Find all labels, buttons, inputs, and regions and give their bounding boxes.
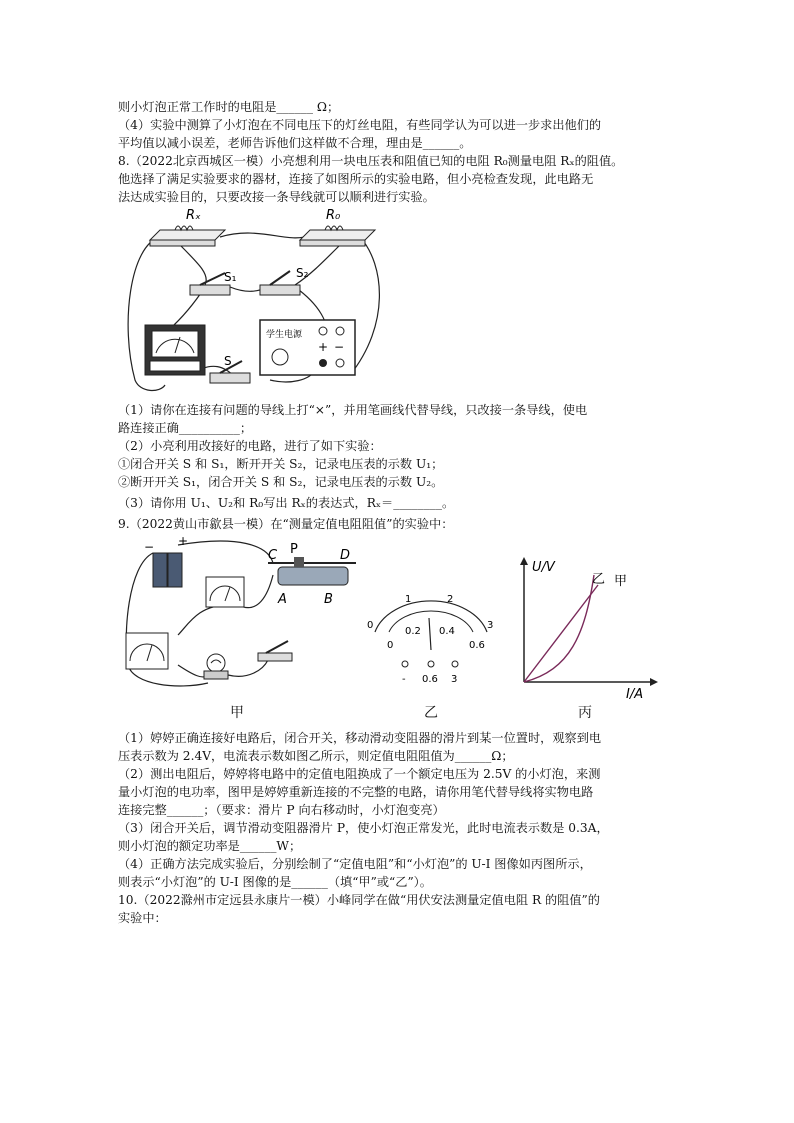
svg-text:0: 0	[367, 620, 374, 631]
svg-text:R₀: R₀	[326, 208, 341, 223]
svg-text:I/A: I/A	[626, 687, 644, 700]
ui-graph-q9-bing	[510, 555, 660, 700]
svg-text:Rₓ: Rₓ	[186, 208, 201, 223]
ammeter-dial-q9-yi	[365, 590, 495, 685]
curve-jia	[524, 585, 598, 682]
switch-s1	[190, 270, 237, 295]
svg-text:+: +	[318, 340, 329, 354]
text-line: （2）小亮利用改接好的电路，进行了如下实验：	[118, 439, 382, 453]
switch-s	[210, 354, 250, 383]
question-9: 9.（2022黄山市歙县一模）在“测量定值电阻阻值”的实验中：	[118, 517, 454, 531]
text-line: 法达成实验目的，只要改接一条导线就可以顺利进行实验。	[118, 190, 435, 204]
svg-text:U/V: U/V	[532, 560, 555, 575]
rheostat	[268, 542, 356, 607]
svg-text:学生电源: 学生电源	[266, 330, 303, 340]
svg-text:A: A	[278, 592, 287, 607]
figure-caption-jia: 甲	[230, 705, 244, 721]
text-line: （3）闭合开关后，调节滑动变阻器滑片 P，使小灯泡正常发光，此时电流表示数是 0.3A，	[118, 821, 609, 835]
text-line: ②断开开关 S₁，闭合开关 S 和 S₂，记录电压表的示数 U₂。	[118, 475, 444, 489]
svg-text:0: 0	[387, 640, 394, 651]
svg-text:−: −	[334, 340, 345, 354]
text-line: 则表示“小灯泡”的 U-I 图像的是______（填“甲”或“乙”）。	[118, 875, 432, 889]
svg-text:S₁: S₁	[224, 270, 237, 284]
curve-yi	[524, 575, 594, 682]
question-10: 10.（2022滁州市定远县永康片一模）小峰同学在做“用伏安法测量定值电阻 R 的阻值”的	[118, 893, 600, 907]
text-line: ①闭合开关 S 和 S₁，断开开关 S₂，记录电压表的示数 U₁；	[118, 457, 444, 471]
text-line: 平均值以减小误差，老师告诉他们这样做不合理，理由是______。	[118, 136, 472, 150]
text-line: 则小灯泡的额定功率是______W；	[118, 839, 302, 853]
svg-text:1: 1	[405, 594, 412, 605]
svg-text:0.2: 0.2	[405, 626, 421, 637]
svg-text:S₂: S₂	[296, 266, 309, 280]
svg-text:0.6: 0.6	[422, 674, 438, 685]
bulb	[204, 654, 228, 679]
circuit-diagram-q9-jia	[118, 535, 358, 695]
svg-text:B: B	[324, 592, 333, 607]
circuit-diagram-q8	[120, 205, 390, 395]
text-line: 路连接正确__________；	[118, 421, 253, 435]
text-line: 量小灯泡的电功率，图甲是婷婷重新连接的不完整的电路，请你用笔代替导线将实物电路	[118, 785, 594, 799]
svg-text:乙: 乙	[592, 572, 606, 587]
resistor-r0	[300, 208, 375, 246]
svg-text:P: P	[290, 542, 298, 557]
text-line: （1）婷婷正确连接好电路后，闭合开关，移动滑动变阻器的滑片到某一位置时，观察到电	[118, 731, 602, 745]
figure-caption-bing: 丙	[578, 705, 592, 721]
text-line: （3）请你用 U₁、U₂和 R₀写出 Rₓ的表达式，Rₓ＝________。	[118, 496, 455, 510]
svg-text:−: −	[144, 540, 155, 554]
question-8: 8.（2022北京西城区一模）小亮想利用一块电压表和阻值已知的电阻 R₀测量电阻 Rₓ的阻值。	[118, 154, 624, 168]
resistor-rx	[150, 208, 225, 246]
svg-text:+: +	[178, 535, 189, 548]
svg-text:3: 3	[487, 620, 494, 631]
svg-text:D: D	[340, 548, 351, 563]
svg-text:0.4: 0.4	[439, 626, 455, 637]
power-supply	[260, 320, 355, 375]
text-line: 连接完整______；（要求：滑片 P 向右移动时，小灯泡变亮）	[118, 803, 445, 817]
voltmeter	[206, 577, 244, 607]
text-line: （1）请你在连接有问题的导线上打“×”，并用笔画线代替导线，只改接一条导线，使电	[118, 403, 588, 417]
text-line: 压表示数为 2.4V，电流表示数如图乙所示，则定值电阻阻值为______Ω；	[118, 749, 514, 763]
svg-text:甲: 甲	[614, 574, 628, 589]
text-line: 则小灯泡正常工作时的电阻是______ Ω；	[118, 100, 340, 114]
ammeter	[126, 633, 168, 669]
svg-text:2: 2	[447, 594, 454, 605]
svg-text:-: -	[402, 674, 406, 685]
text-line: （4）实验中测算了小灯泡在不同电压下的灯丝电阻，有些同学认为可以进一步求出他们的	[118, 118, 602, 132]
voltmeter	[145, 325, 205, 375]
text-line: （4）正确方法完成实验后，分别绘制了“定值电阻”和“小灯泡”的 U-I 图像如丙图所示，	[118, 857, 592, 871]
svg-text:0.6: 0.6	[469, 640, 485, 651]
switch	[258, 641, 292, 661]
svg-text:C: C	[268, 548, 278, 563]
svg-text:S: S	[224, 354, 232, 368]
text-line: （2）测出电阻后，婷婷将电路中的定值电阻换成了一个额定电压为 2.5V 的小灯泡，来测	[118, 767, 601, 781]
text-line: 实验中：	[118, 911, 167, 925]
figure-caption-yi: 乙	[424, 705, 438, 721]
svg-text:3: 3	[451, 674, 458, 685]
text-line: 他选择了满足实验要求的器材，连接了如图所示的实验电路，但小亮检查发现，此电路无	[118, 172, 594, 186]
battery	[144, 535, 188, 587]
